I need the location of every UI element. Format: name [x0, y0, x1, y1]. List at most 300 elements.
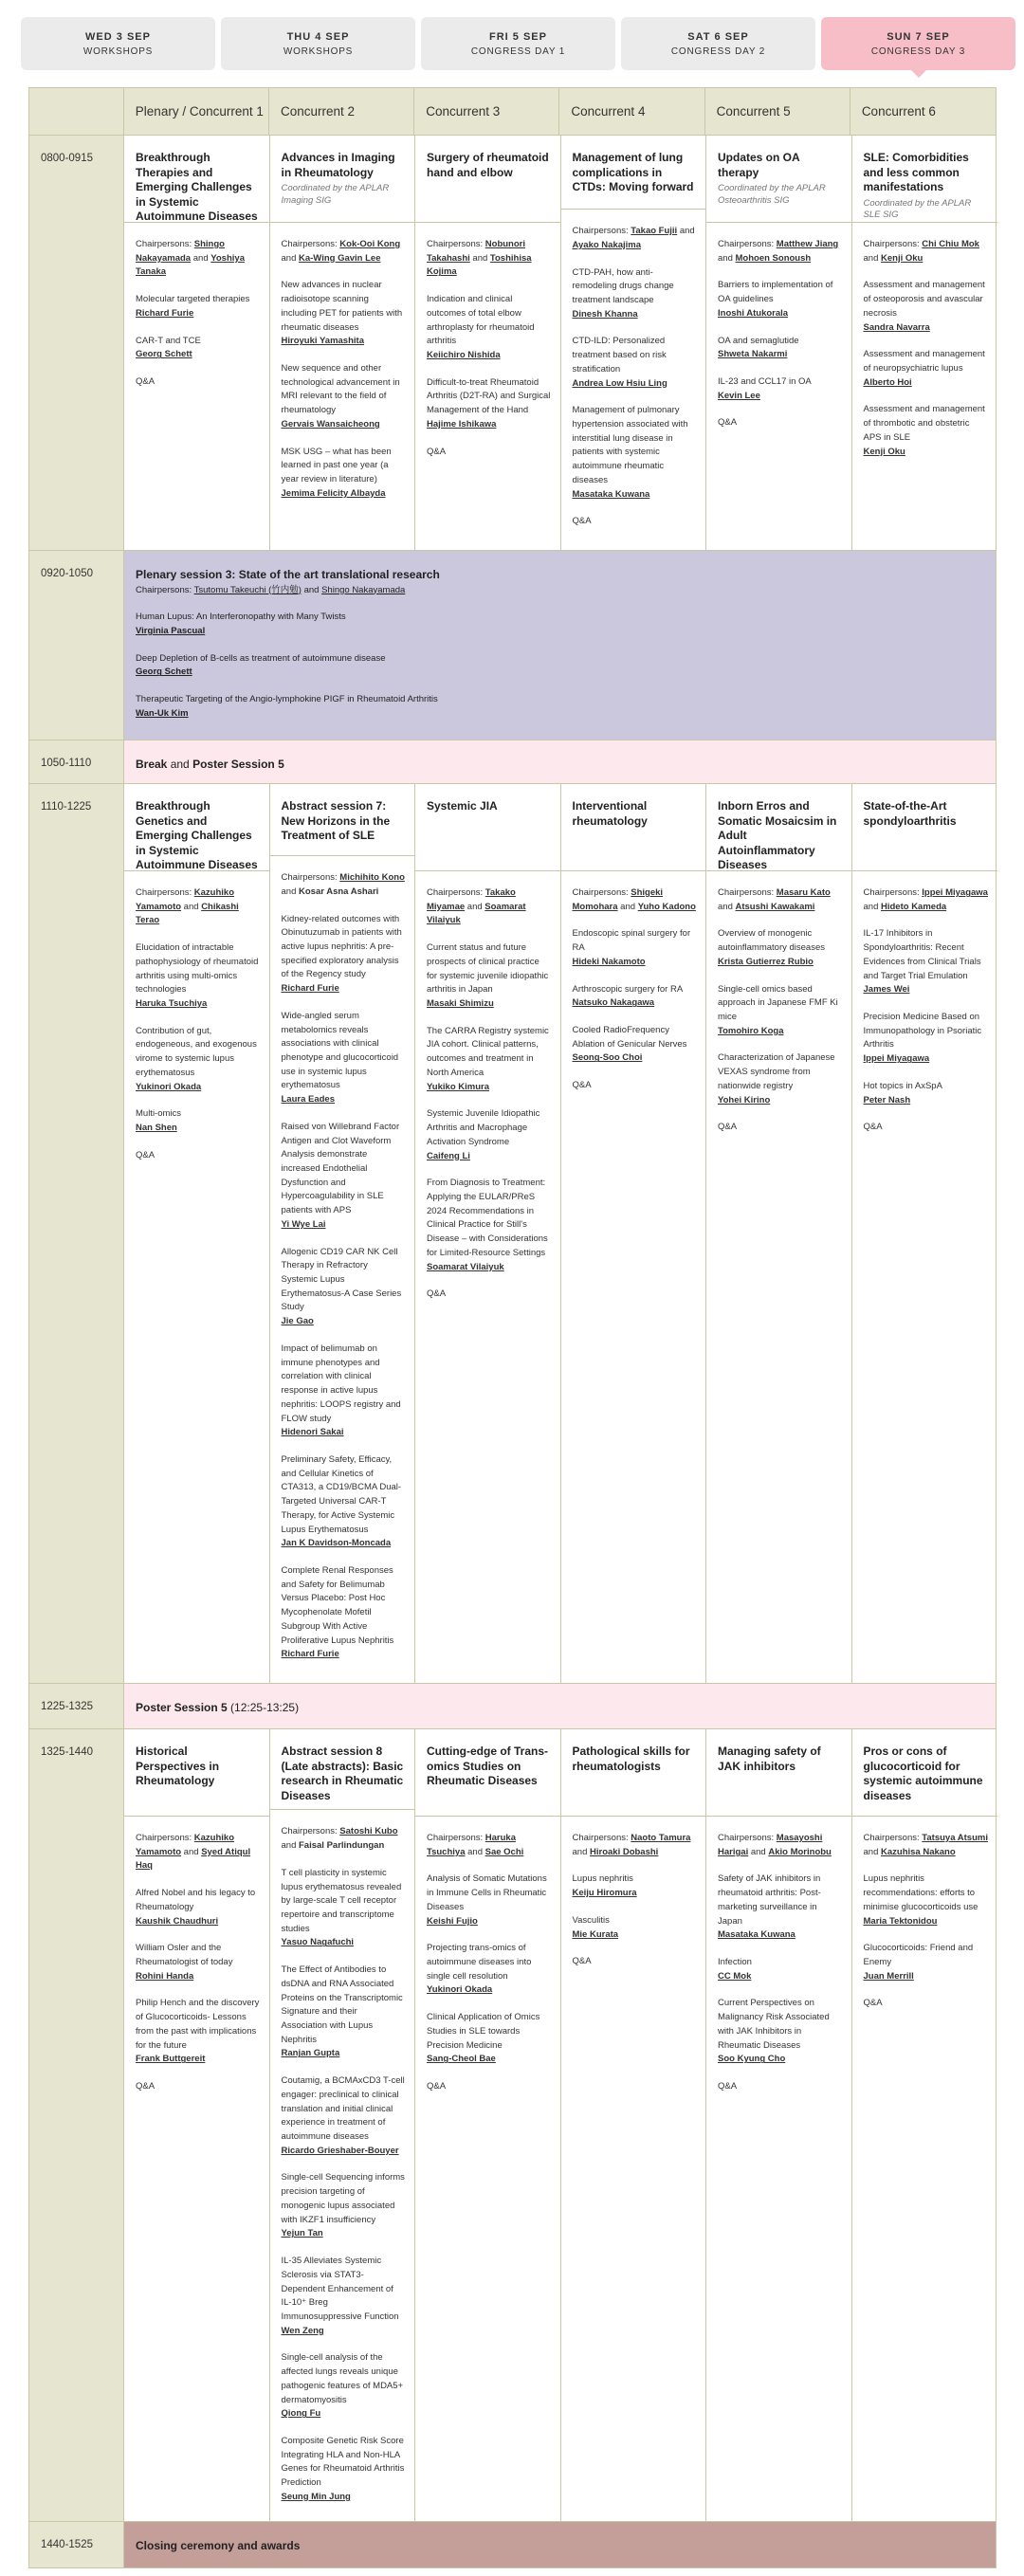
- talk-title: Overview of monogenic autoinflammatory diseases: [718, 928, 825, 954]
- speaker-name[interactable]: Hidenori Sakai: [281, 1427, 344, 1438]
- session-body: [561, 1817, 706, 1990]
- break-session: [124, 740, 996, 783]
- talk-item: [136, 375, 260, 390]
- session-cell: [706, 784, 852, 1683]
- talk-item: [282, 1867, 406, 1950]
- talk-title: CTD-PAH, how anti-remodeling drugs change treatment landscape: [572, 266, 674, 305]
- session-cells: [124, 784, 997, 1683]
- talk-item: [864, 1080, 989, 1107]
- schedule-row: [29, 784, 996, 1684]
- talk-item: [427, 446, 551, 460]
- talk-title: Q&A: [427, 1288, 447, 1300]
- speaker-name[interactable]: Maria Tektonidou: [863, 1915, 938, 1927]
- speaker-name[interactable]: Georg Schett: [136, 667, 192, 678]
- speaker-name[interactable]: Richard Furie: [281, 983, 339, 995]
- session-title[interactable]: Management of lung complications in CTDs: Moving forward: [572, 151, 694, 194]
- session-cell: [561, 136, 707, 550]
- session-title[interactable]: Pathological skills for rheumatologists: [572, 1745, 690, 1773]
- talk-title: MSK USG – what has been learned in past one year (a year review in literature): [281, 446, 392, 485]
- talk-item: [136, 941, 260, 1012]
- speaker-name[interactable]: Hajime Ishikawa: [427, 418, 497, 429]
- talk-title: Projecting trans-omics of autoimmune diseases into single cell resolution: [427, 1943, 532, 1982]
- session-title[interactable]: Breakthrough Genetics and Emerging Challenges in Systemic Autoimmune Diseases: [136, 799, 258, 872]
- speaker-name[interactable]: Seong-Soo Choi: [572, 1052, 643, 1064]
- session-cell: [124, 1729, 270, 2521]
- talk-item: [136, 2080, 260, 2094]
- speaker-name[interactable]: Masataka Kuwana: [572, 488, 650, 500]
- talk-title: Q&A: [718, 417, 738, 429]
- session-title[interactable]: SLE: Comorbidities and less common manifestations: [863, 151, 969, 194]
- chairpersons: Chairpersons: Kazuhiko Yamamoto and Chikashi Terao: [136, 887, 239, 926]
- talk-item: [282, 913, 406, 996]
- speaker-name[interactable]: Laura Eades: [281, 1094, 335, 1105]
- talk-title: Hot topics in AxSpA: [863, 1080, 942, 1091]
- session-body: [706, 1817, 851, 2115]
- talk-item: [282, 1564, 406, 1662]
- talk-item: [718, 1997, 842, 2067]
- talk-title: Q&A: [136, 2081, 155, 2092]
- talk-item: [864, 348, 989, 390]
- speaker-name[interactable]: Kevin Lee: [718, 390, 760, 401]
- talk-item: [573, 1914, 697, 1942]
- talk-title: Q&A: [718, 2081, 738, 2092]
- talk-title: Composite Genetic Risk Score Integrating HLA and Non-HLA Genes for Rheumatoid Arthritis Prediction: [281, 2435, 405, 2489]
- talk-title: Q&A: [136, 376, 155, 388]
- speaker-name[interactable]: Juan Merrill: [863, 1970, 914, 1982]
- closing-session: [124, 2522, 996, 2567]
- talk-item: [136, 611, 984, 638]
- session-coordinator: Coordinated by the APLAR SLE SIG: [863, 197, 972, 221]
- talk-title: Contribution of gut, endogeneous, and exogenous virome to systemic lupus erythematosus: [136, 1025, 257, 1078]
- talk-item: [864, 279, 989, 335]
- session-title-block: [415, 784, 560, 871]
- talk-item: [282, 1010, 406, 1107]
- talk-item: [136, 1149, 260, 1163]
- time-slot: 1225-1325: [29, 1684, 124, 1728]
- talk-title: Preliminary Safety, Efficacy, and Cellular Kinetics of CTA313, a CD19/BCMA Dual-Targeted Universal CAR-T Therapy, for Active Systemic Lupus Erythematosus: [281, 1453, 402, 1535]
- speaker-name[interactable]: Yejun Tan: [281, 2228, 323, 2239]
- session-cell: [561, 784, 707, 1683]
- talk-item: [864, 403, 989, 459]
- chairpersons: Chairpersons: Nobunori Takahashi and Toshihisa Kojima: [427, 239, 532, 278]
- break-label: Break: [136, 758, 168, 771]
- session-title-block: [270, 784, 415, 856]
- schedule-row: [29, 136, 996, 551]
- talk-title: Systemic Juvenile Idiopathic Arthritis and Macrophage Activation Syndrome: [427, 1108, 540, 1147]
- session-title-block: [270, 1729, 415, 1810]
- chairpersons: Chairpersons: Tatsuya Atsumi and Kazuhisa Nakano: [863, 1833, 988, 1857]
- schedule-row: [29, 1729, 996, 2522]
- talk-item: [427, 1288, 551, 1302]
- session-title-block: [124, 1729, 269, 1817]
- speaker-name[interactable]: Jemima Felicity Albayda: [281, 487, 386, 499]
- chairpersons: Chairpersons: Satoshi Kubo and Faisal Parlindungan: [281, 1826, 398, 1852]
- talk-item: [427, 941, 551, 1012]
- talk-title: Q&A: [572, 1080, 592, 1091]
- session-body: [415, 223, 560, 480]
- tab-date: SUN 7 SEP: [887, 30, 950, 43]
- talk-title: Assessment and management of thrombotic and obstetric APS in SLE: [863, 404, 985, 443]
- chairpersons: Chairpersons: Tsutomu Takeuchi (竹内勉) and Shingo Nakayamada: [136, 584, 406, 595]
- tab-sun-7-sep[interactable]: [821, 17, 1015, 70]
- talk-item: [718, 1956, 842, 1983]
- talk-item: [427, 293, 551, 363]
- tab-subtitle: WORKSHOPS: [283, 46, 354, 57]
- talk-title: Current status and future prospects of clinical practice for systemic juvenile idiopathic arthritis in Japan: [427, 942, 549, 996]
- plenary-session: [124, 551, 996, 740]
- chairpersons: Chairpersons: Michihito Kono and Kosar Asna Ashari: [281, 872, 405, 897]
- session-title[interactable]: Interventional rheumatology: [572, 799, 648, 828]
- speaker-name[interactable]: Yi Wye Lai: [281, 1218, 326, 1230]
- talk-title: Q&A: [572, 516, 592, 527]
- speaker-name[interactable]: Jie Gao: [281, 1316, 314, 1327]
- talk-item: [718, 279, 842, 320]
- talk-title: Difficult-to-treat Rheumatoid Arthritis (D2T-RA) and Surgical Management of the Hand: [427, 376, 551, 416]
- talk-title: Human Lupus: An Interferonopathy with Many Twists: [136, 612, 346, 623]
- session-cell: [124, 784, 270, 1683]
- speaker-name[interactable]: Yasuo Nagafuchi: [281, 1937, 355, 1948]
- session-cells: [124, 136, 997, 550]
- talk-item: [718, 983, 842, 1039]
- speaker-name[interactable]: Richard Furie: [136, 307, 194, 319]
- talk-title: CAR-T and TCE: [136, 335, 201, 346]
- speaker-name[interactable]: Tomohiro Koga: [718, 1025, 784, 1036]
- talk-item: [718, 1873, 842, 1943]
- speaker-name[interactable]: CC Mok: [718, 1970, 752, 1982]
- talk-title: Wide-angled serum metabolomics reveals associations with clinical phenotype and glucocorticoid use in systemic lupus erythematosus: [281, 1010, 399, 1091]
- column-header: Concurrent 4: [559, 88, 704, 135]
- session-title-block: [706, 1729, 851, 1817]
- column-header: Concurrent 3: [414, 88, 559, 135]
- talk-item: [282, 279, 406, 349]
- speaker-name[interactable]: Peter Nash: [863, 1094, 911, 1105]
- talk-title: Single-cell Sequencing informs precision targeting of monogenic lupus associated with IKZF1 insufficiency: [281, 2172, 405, 2225]
- talk-title: Q&A: [572, 1956, 592, 1967]
- session-title[interactable]: Advances in Imaging in Rheumatology: [281, 151, 395, 179]
- speaker-name[interactable]: Seung Min Jung: [281, 2491, 351, 2502]
- talk-item: [136, 335, 260, 362]
- session-title[interactable]: Abstract session 7: New Horizons in the Treatment of SLE: [281, 799, 391, 843]
- session-body: [270, 856, 415, 1683]
- talk-item: [136, 1887, 260, 1928]
- break-title: [136, 756, 984, 774]
- talk-title: IL-17 Inhibitors in Spondyloarthritis: Recent Evidences from Clinical Trials and Target Trial Emulation: [863, 928, 981, 981]
- talk-title: Q&A: [718, 1122, 738, 1133]
- session-body: [270, 1810, 415, 2525]
- talk-item: [718, 1051, 842, 1107]
- talk-item: [718, 335, 842, 362]
- talk-title: Q&A: [136, 1149, 155, 1160]
- schedule-rows: [29, 136, 996, 2567]
- session-cell: [706, 1729, 852, 2521]
- talk-item: [864, 1997, 989, 2011]
- speaker-name[interactable]: Wen Zeng: [281, 2325, 324, 2336]
- talk-title: Molecular targeted therapies: [136, 294, 250, 305]
- speaker-name[interactable]: Haruka Tsuchiya: [136, 998, 208, 1010]
- talk-title: IL-35 Alleviates Systemic Sclerosis via STAT3-Dependent Enhancement of IL-10⁺ Breg Immunosuppressive Function: [281, 2256, 399, 2322]
- session-title[interactable]: Breakthrough Therapies and Emerging Challenges in Systemic Autoimmune Diseases: [136, 151, 258, 224]
- session-title[interactable]: Cutting-edge of Trans-omics Studies on Rheumatic Diseases: [427, 1745, 548, 1788]
- talk-title: Assessment and management of neuropsychiatric lupus: [863, 349, 985, 375]
- talk-item: [282, 1343, 406, 1440]
- talk-title: Safety of JAK inhibitors in rheumatoid arthritis: Post-marketing surveillance in Japan: [718, 1873, 821, 1927]
- talk-item: [136, 652, 984, 680]
- break-title: [136, 1699, 984, 1717]
- speaker-name[interactable]: Qiong Fu: [281, 2408, 321, 2420]
- talk-title: Precision Medicine Based on Immunopathology in Psoriatic Arthritis: [863, 1012, 982, 1050]
- speaker-name[interactable]: Keiju Hiromura: [572, 1888, 637, 1899]
- speaker-name[interactable]: Mie Kurata: [572, 1928, 619, 1940]
- session-body: [561, 871, 706, 1114]
- talk-title: Allogenic CD19 CAR NK Cell Therapy in Refractory Systemic Lupus Erythematosus-A Case Series Study: [281, 1246, 402, 1313]
- talk-title: Vasculitis: [572, 1914, 610, 1926]
- speaker-name[interactable]: Inoshi Atukorala: [718, 307, 789, 319]
- talk-title: Kidney-related outcomes with Obinutuzumab in patients with active lupus nephritis: A pre-specified exploratory analysis of the Regency study: [281, 913, 402, 980]
- talk-title: Analysis of Somatic Mutations in Immune Cells in Rheumatic Diseases: [427, 1873, 547, 1912]
- tab-subtitle: CONGRESS DAY 1: [470, 46, 566, 57]
- session-title-block: [852, 1729, 998, 1817]
- speaker-name[interactable]: Yukinori Okada: [427, 1984, 493, 1996]
- speaker-name[interactable]: Georg Schett: [136, 349, 192, 360]
- session-body: [706, 871, 851, 1156]
- talk-title: Cooled RadioFrequency Ablation of Genicular Nerves: [572, 1025, 687, 1050]
- session-cell: [852, 136, 998, 550]
- tab-date: WED 3 SEP: [85, 30, 151, 43]
- session-cell: [415, 136, 561, 550]
- talk-title: Single-cell analysis of the affected lungs reveals unique pathogenic features of MDA5+ dermatomyositis: [281, 2352, 404, 2405]
- day-tabs: [21, 17, 1015, 70]
- speaker-name[interactable]: Alberto Hoi: [863, 376, 912, 388]
- talk-title: Philip Hench and the discovery of Glucocorticoids- Lessons from the past with implications for the future: [136, 1998, 260, 2051]
- poster-session-label[interactable]: Poster Session 5: [136, 1701, 228, 1714]
- session-cell: [706, 136, 852, 550]
- speaker-name[interactable]: Masataka Kuwana: [718, 1929, 795, 1941]
- session-cell: [852, 784, 998, 1683]
- tab-subtitle: CONGRESS DAY 3: [870, 46, 966, 57]
- plenary-title[interactable]: Plenary session 3: State of the art translational research: [136, 568, 440, 581]
- session-title[interactable]: Inborn Erros and Somatic Mosaicsim in Adult Autoinflammatory Diseases: [718, 799, 837, 872]
- talk-item: [573, 927, 697, 969]
- tab-wed-3-sep[interactable]: [21, 17, 215, 70]
- closing-title: Closing ceremony and awards: [136, 2539, 301, 2552]
- speaker-name[interactable]: Sang-Cheol Bae: [427, 2054, 496, 2065]
- talk-item: [427, 1942, 551, 1998]
- talk-title: Impact of belimumab on immune phenotypes and correlation with clinical response in active lupus nephritis: LOOPS registry and FLOW study: [281, 1343, 401, 1424]
- talk-item: [282, 2171, 406, 2241]
- talk-item: [136, 1942, 260, 1983]
- session-body: [852, 1817, 998, 2032]
- talk-title: New sequence and other technological advancement in MRI relevant to the field of rheumatology: [281, 363, 400, 416]
- speaker-name[interactable]: Keiichiro Nishida: [427, 350, 501, 361]
- column-header: Plenary / Concurrent 1: [124, 88, 269, 135]
- session-title-block: [852, 784, 998, 871]
- speaker-name[interactable]: Ippei Miyagawa: [863, 1053, 930, 1065]
- session-title-block: [706, 784, 851, 871]
- speaker-name[interactable]: Hideki Nakamoto: [572, 956, 646, 967]
- talk-item: [573, 1955, 697, 1969]
- time-slot: 0800-0915: [29, 136, 124, 550]
- talk-item: [282, 446, 406, 502]
- talk-title: Deep Depletion of B-cells as treatment of autoimmune disease: [136, 652, 386, 664]
- talk-title: Arthroscopic surgery for RA: [572, 983, 684, 995]
- session-body: [124, 871, 269, 1184]
- talk-item: [573, 266, 697, 322]
- chairpersons: Chairpersons: Naoto Tamura and Hiroaki Dobashi: [572, 1833, 691, 1857]
- poster-session-label[interactable]: Poster Session 5: [192, 758, 284, 771]
- session-cell: [561, 1729, 707, 2521]
- chairpersons: Chairpersons: Kazuhiko Yamamoto and Syed Atiqul Haq: [136, 1833, 251, 1872]
- session-coordinator: Coordinated by the APLAR Imaging SIG: [281, 183, 390, 206]
- speaker-name[interactable]: Nan Shen: [136, 1123, 177, 1134]
- speaker-name[interactable]: Caifeng Li: [427, 1150, 470, 1161]
- chairpersons: Chairpersons: Chi Chiu Mok and Kenji Oku: [863, 239, 979, 264]
- chairpersons: Chairpersons: Takako Miyamae and Soamarat Vilaiyuk: [427, 887, 526, 926]
- talk-title: Alfred Nobel and his legacy to Rheumatology: [136, 1888, 256, 1912]
- talk-title: Q&A: [427, 2081, 447, 2092]
- talk-title: Complete Renal Responses and Safety for Belimumab Versus Placebo: Post Hoc Mycophenolate Mofetil Subgroup With Active Proliferative Lupus Nephritis: [281, 1564, 394, 1646]
- session-title-block: [124, 784, 269, 871]
- speaker-name[interactable]: Rohini Handa: [136, 1970, 194, 1982]
- column-header: Concurrent 6: [861, 104, 936, 119]
- talk-item: [427, 1873, 551, 1928]
- chairpersons: Chairpersons: Kok-Ooi Kong and Ka-Wing Gavin Lee: [281, 239, 401, 264]
- speaker-name[interactable]: Soamarat Vilaiyuk: [427, 1261, 504, 1272]
- session-title-block: [561, 136, 706, 210]
- talk-title: CTD-ILD: Personalized treatment based on risk stratification: [572, 336, 667, 375]
- speaker-name[interactable]: Kaushik Chaudhuri: [136, 1915, 219, 1927]
- chairpersons: Chairpersons: Matthew Jiang and Mohoen Sonoush: [718, 239, 839, 264]
- talk-item: [864, 1873, 989, 1928]
- session-title-block: [561, 784, 706, 871]
- talk-title: Lupus nephritis recommendations: efforts to minimise glucocorticoids use: [863, 1873, 978, 1912]
- speaker-name[interactable]: Virginia Pascual: [136, 626, 206, 637]
- talk-title: William Osler and the Rheumatologist of today: [136, 1943, 233, 1968]
- talk-item: [427, 1025, 551, 1095]
- talk-item: [282, 2435, 406, 2505]
- session-cell: [270, 1729, 416, 2521]
- talk-title: The Effect of Antibodies to dsDNA and RNA Associated Proteins on the Transcriptomic Signature and their Association with Lupus Nephritis: [281, 1964, 403, 2045]
- schedule-row: [29, 2522, 996, 2567]
- time-slot: 1325-1440: [29, 1729, 124, 2521]
- speaker-name[interactable]: Dinesh Khanna: [572, 308, 638, 320]
- speaker-name[interactable]: Yukiko Kimura: [427, 1081, 489, 1092]
- tab-fri-5-sep[interactable]: [421, 17, 615, 70]
- talk-item: [282, 2074, 406, 2158]
- speaker-name[interactable]: Krista Gutierrez Rubio: [718, 956, 814, 967]
- tab-subtitle: CONGRESS DAY 2: [670, 46, 766, 57]
- speaker-name[interactable]: Richard Furie: [281, 1649, 339, 1660]
- speaker-name[interactable]: Natsuko Nakagawa: [572, 997, 655, 1009]
- speaker-name[interactable]: Ricardo Grieshaber-Bouyer: [281, 2145, 399, 2156]
- column-header-row: [29, 88, 996, 136]
- speaker-name[interactable]: Sandra Navarra: [863, 321, 930, 333]
- talk-item: [718, 927, 842, 969]
- talk-title: T cell plasticity in systemic lupus erythematosus revealed by large-scale T cell receptor repertoire and transcriptome studies: [281, 1867, 402, 1934]
- speaker-name[interactable]: Yohei Kirino: [718, 1094, 771, 1105]
- session-title[interactable]: Updates on OA therapy: [718, 151, 800, 179]
- session-title-block: [561, 1729, 706, 1817]
- speaker-name[interactable]: Ranjan Gupta: [281, 2048, 340, 2059]
- speaker-name[interactable]: Yukinori Okada: [136, 1081, 202, 1092]
- talk-item: [864, 927, 989, 997]
- schedule-row: [29, 1684, 996, 1729]
- session-title[interactable]: Abstract session 8 (Late abstracts): Basic research in Rheumatic Diseases: [281, 1745, 404, 1802]
- chairpersons: Chairpersons: Shigeki Momohara and Yuho Kadono: [572, 887, 696, 912]
- speaker-name[interactable]: Kenji Oku: [863, 446, 905, 457]
- talk-item: [282, 362, 406, 432]
- tab-date: THU 4 SEP: [286, 30, 350, 43]
- talk-title: Elucidation of intractable pathophysiology of rheumatoid arthritis using multi-omics technologies: [136, 942, 259, 996]
- session-title[interactable]: Surgery of rheumatoid hand and elbow: [427, 151, 549, 179]
- speaker-name[interactable]: Shweta Nakarmi: [718, 349, 788, 360]
- chairpersons: Chairpersons: Masaru Kato and Atsushi Kawakami: [718, 887, 831, 912]
- talk-title: Q&A: [427, 446, 447, 457]
- speaker-name[interactable]: James Wei: [863, 984, 910, 996]
- time-slot: 1050-1110: [29, 740, 124, 783]
- chairpersons: Chairpersons: Haruka Tsuchiya and Sae Ochi: [427, 1833, 524, 1857]
- chairpersons: Chairpersons: Masayoshi Harigai and Akio Morinobu: [718, 1833, 832, 1857]
- talk-item: [136, 1107, 260, 1135]
- talk-item: [718, 416, 842, 430]
- session-body: [415, 1817, 560, 2115]
- talk-title: Clinical Application of Omics Studies in SLE towards Precision Medicine: [427, 2012, 540, 2051]
- talk-title: Multi-omics: [136, 1108, 182, 1120]
- chairpersons: Chairpersons: Ippei Miyagawa and Hideto Kameda: [863, 887, 988, 912]
- talk-title: Raised von Willebrand Factor Antigen and Clot Waveform Analysis demonstrate increased Endothelial Dysfunction and Hypercoagulability in SLE patients with APS: [281, 1121, 400, 1216]
- speaker-name[interactable]: Frank Buttgereit: [136, 2054, 206, 2065]
- talk-item: [427, 2011, 551, 2067]
- talk-item: [136, 1025, 260, 1095]
- tab-sat-6-sep[interactable]: [621, 17, 815, 70]
- session-body: [124, 1817, 269, 2115]
- talk-item: [573, 1079, 697, 1093]
- schedule-grid: [28, 87, 997, 2568]
- talk-item: [282, 2351, 406, 2421]
- talk-item: [136, 693, 984, 721]
- session-title[interactable]: State-of-the-Art spondyloarthritis: [863, 799, 957, 828]
- session-body: [706, 223, 851, 451]
- speaker-name[interactable]: Masaki Shimizu: [427, 998, 494, 1010]
- talk-item: [864, 1011, 989, 1067]
- talk-item: [282, 1964, 406, 2061]
- speaker-name[interactable]: Wan-Uk Kim: [136, 707, 189, 719]
- speaker-name[interactable]: Hiroyuki Yamashita: [281, 336, 364, 347]
- speaker-name[interactable]: Gervais Wansaicheong: [281, 418, 380, 429]
- session-title[interactable]: Historical Perspectives in Rheumatology: [136, 1745, 220, 1788]
- speaker-name[interactable]: Soo Kyung Cho: [718, 2054, 786, 2065]
- talk-item: [136, 293, 260, 320]
- chairpersons: Chairpersons: Shingo Nakayamada and Yoshiya Tanaka: [136, 239, 245, 278]
- talk-item: [427, 2080, 551, 2094]
- session-title[interactable]: Managing safety of JAK inhibitors: [718, 1745, 821, 1773]
- speaker-name[interactable]: Andrea Low Hsiu Ling: [572, 377, 667, 389]
- session-title-block: [124, 136, 269, 223]
- talk-title: Coutamig, a BCMAxCD3 T-cell engager: preclinical to clinical translation and initial clinical experience in treatment of autoimmune diseases: [281, 2075, 405, 2143]
- talk-title: OA and semaglutide: [718, 335, 799, 346]
- session-title[interactable]: Pros or cons of glucocorticoid for systemic autoimmune diseases: [863, 1745, 983, 1802]
- session-title[interactable]: Systemic JIA: [427, 799, 498, 813]
- time-slot: 1110-1225: [29, 784, 124, 1683]
- session-body: [852, 223, 998, 480]
- speaker-name[interactable]: Keishi Fujio: [427, 1915, 478, 1927]
- talk-item: [282, 1453, 406, 1551]
- talk-title: Assessment and management of osteoporosis and avascular necrosis: [863, 280, 985, 319]
- session-title-block: [415, 1729, 560, 1817]
- session-coordinator: Coordinated by the APLAR Osteoarthritis SIG: [718, 183, 826, 206]
- tab-thu-4-sep[interactable]: [221, 17, 415, 70]
- talk-title: IL-23 and CCL17 in OA: [718, 376, 812, 388]
- speaker-name[interactable]: Jan K Davidson-Moncada: [281, 1538, 392, 1549]
